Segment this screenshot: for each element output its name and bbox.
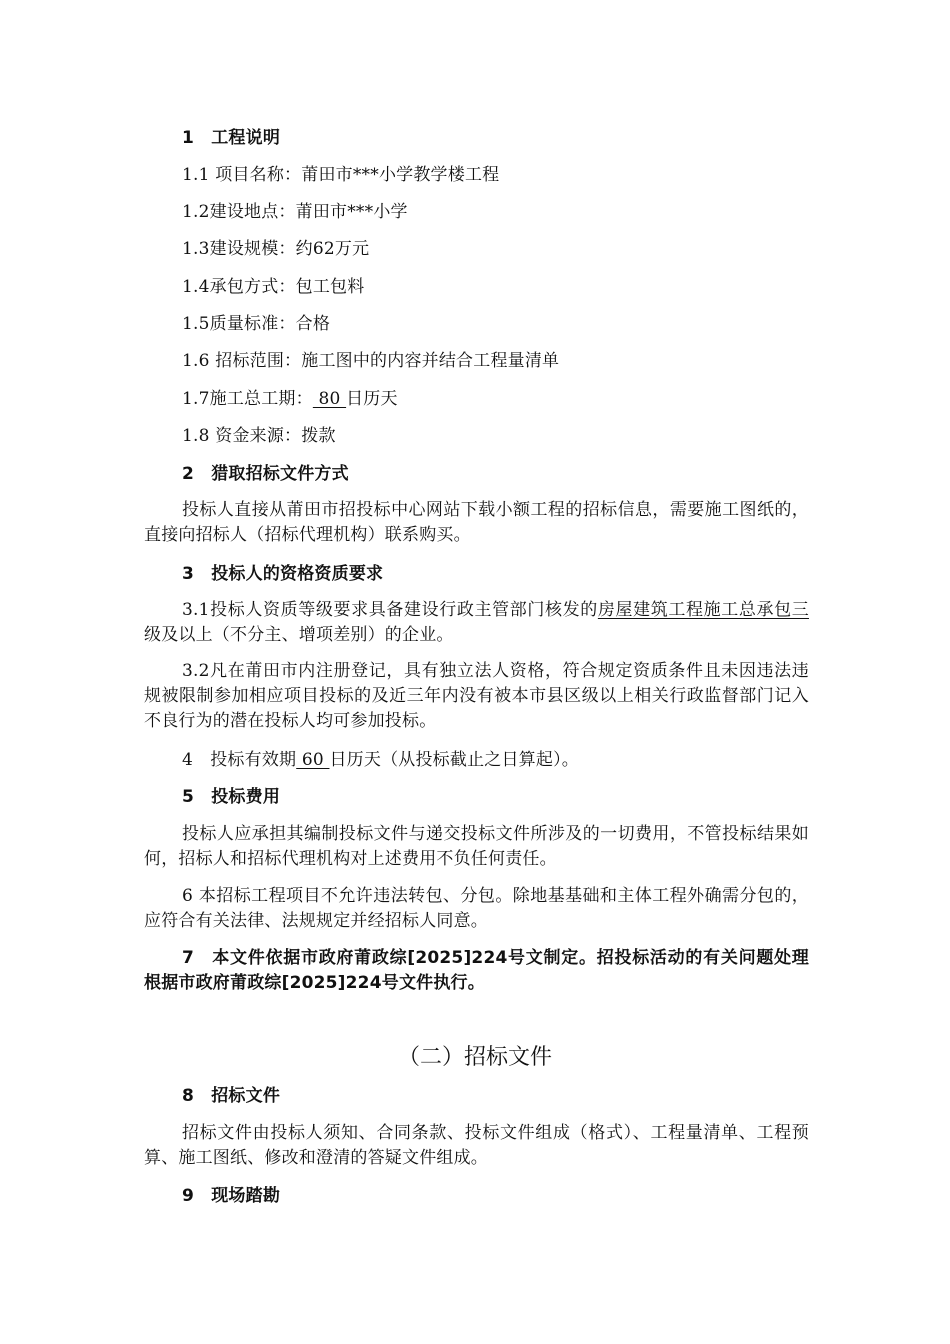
construction-period-label: 1.7施工总工期：: [182, 389, 313, 409]
qualification-prefix: 3.1投标人资质等级要求具备建设行政主管部门核发的: [182, 600, 598, 620]
section-9-heading: 9 现场踏勘: [182, 1186, 281, 1206]
qualification-grade: 房屋建筑工程施工总承包三: [597, 600, 809, 620]
funding-source-line: 1.8 资金来源：拨款: [182, 426, 336, 446]
construction-scale-line: 1.3建设规模：约62万元: [182, 239, 370, 259]
section-2-heading: 2 猎取招标文件方式: [182, 464, 349, 484]
section-5-heading: 5 投标费用: [182, 787, 281, 807]
qualification-suffix: 级及以上（不分主、增项差别）的企业。: [144, 625, 454, 645]
bid-validity-unit: 日历天（从投标截止之日算起）。: [329, 750, 579, 770]
qualification-paragraph-2: 3.2凡在莆田市内注册登记，具有独立法人资格，符合规定资质条件且未因违法违规被限制参加相应项目投标的及近三年内没有被本市县区级以上相关行政监督部门记入不良行为的潜在投标人均可参加投标。: [144, 661, 809, 731]
section-5-text: 投标人应承担其编制投标文件与递交投标文件所涉及的一切费用，不管投标结果如何，招标人和招标代理机构对上述费用不负任何责任。: [144, 824, 809, 869]
construction-period-value: 80: [312, 389, 347, 409]
section-2-text: 投标人直接从莆田市招投标中心网站下载小额工程的招标信息，需要施工图纸的，直接向招标人（招标代理机构）联系购买。: [144, 500, 809, 545]
contract-method-line: 1.4承包方式：包工包料: [182, 277, 365, 297]
project-name-line: 1.1 项目名称：莆田市***小学教学楼工程: [182, 165, 500, 185]
bidding-scope-line: 1.6 招标范围：施工图中的内容并结合工程量清单: [182, 351, 560, 371]
qualification-paragraph-1: [144, 598, 809, 648]
bid-validity-line: [182, 749, 579, 771]
section-8-text: 招标文件由投标人须知、合同条款、投标文件组成（格式）、工程量清单、工程预算、施工图纸、修改和澄清的答疑文件组成。: [144, 1123, 809, 1168]
construction-period-line: [182, 388, 398, 410]
bid-validity-value: 60: [296, 750, 330, 770]
section-7-text: 7 本文件依据市政府莆政综[2025]224号文制定。招投标活动的有关问题处理根据市政府莆政综[2025]224号文件执行。: [144, 948, 809, 993]
quality-standard-line: 1.5质量标准：合格: [182, 314, 331, 334]
section-1-heading: 1 工程说明: [182, 128, 281, 148]
section-8-heading: 8 招标文件: [182, 1086, 281, 1106]
section-6-text: 6 本招标工程项目不允许违法转包、分包。除地基基础和主体工程外确需分包的，应符合有关法律、法规规定并经招标人同意。: [144, 886, 809, 931]
bid-validity-label: 4 投标有效期: [182, 750, 297, 770]
construction-site-line: 1.2建设地点：莆田市***小学: [182, 202, 408, 222]
section-3-heading: 3 投标人的资格资质要求: [182, 564, 384, 584]
part-2-title: （二）招标文件: [397, 1045, 552, 1070]
construction-period-unit: 日历天: [346, 389, 398, 409]
